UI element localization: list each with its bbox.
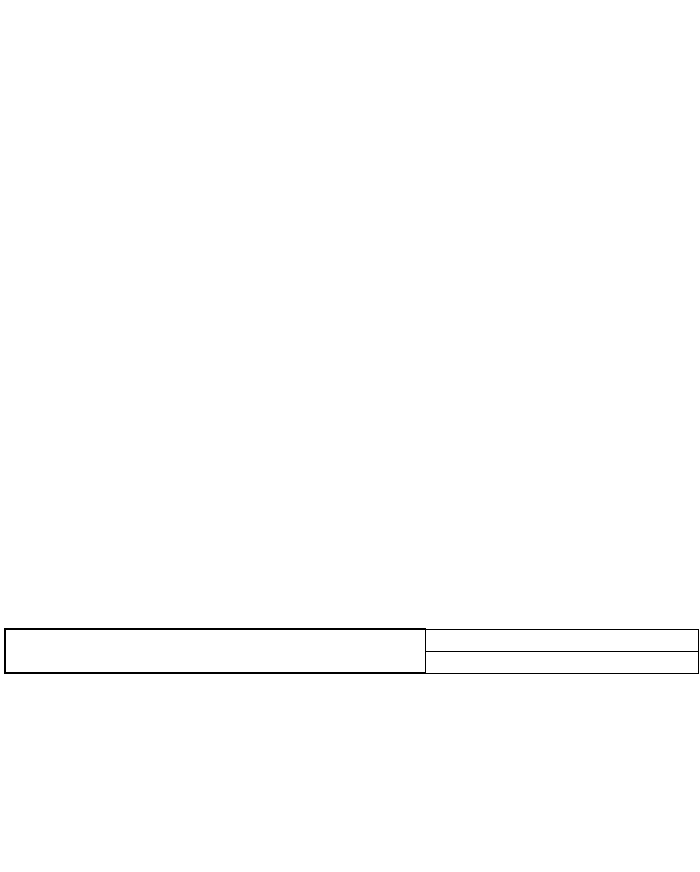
hips-label	[426, 651, 699, 673]
chest-label	[426, 629, 699, 651]
measurement-name-cell	[5, 629, 426, 673]
size-header-table	[4, 628, 699, 674]
chest-row	[5, 629, 699, 651]
